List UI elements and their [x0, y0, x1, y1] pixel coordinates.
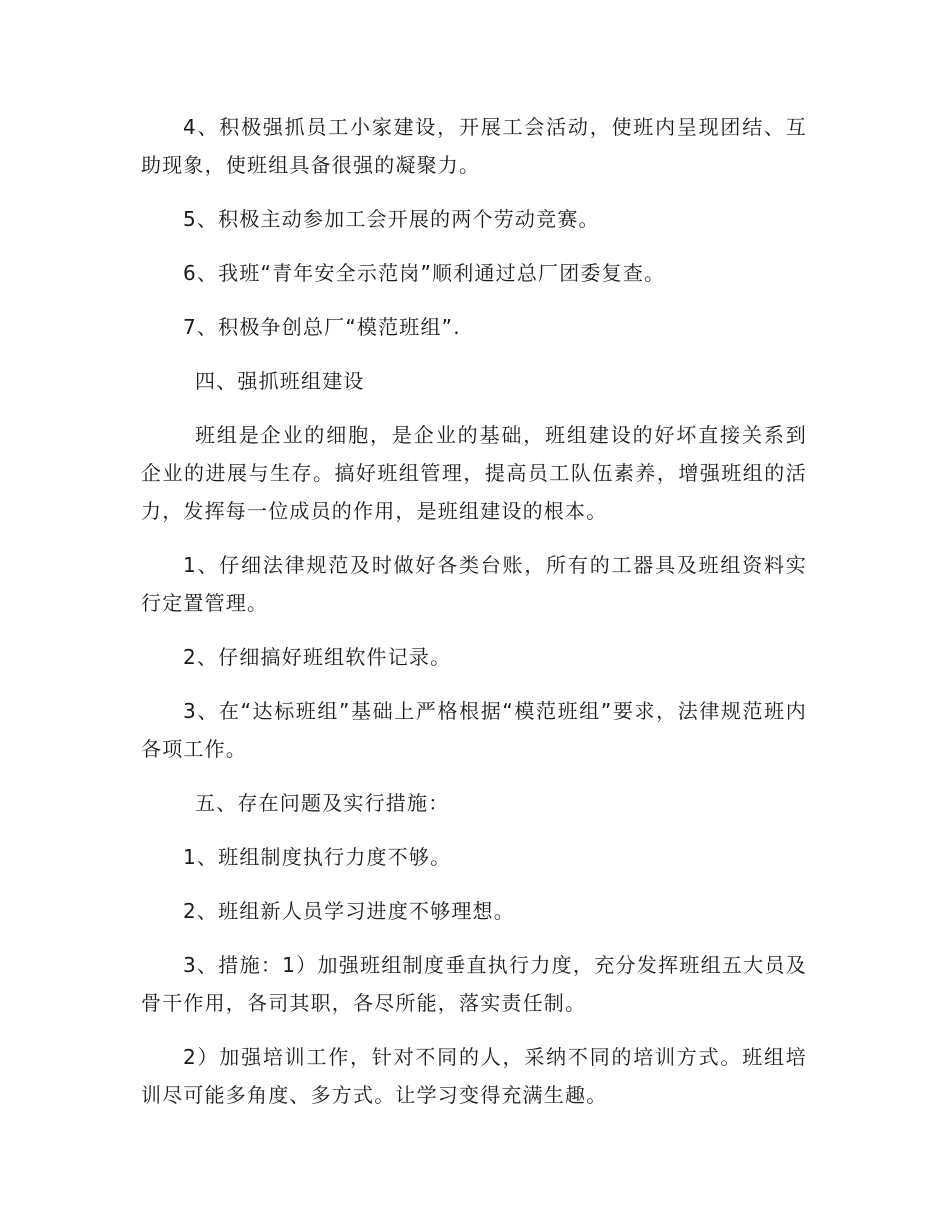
- paragraph-item-3: 3、在“达标班组”基础上严格根据“模范班组”要求，法律规范班内各项工作。: [141, 699, 807, 761]
- problem-item-1: 1、班组制度执行力度不够。: [183, 845, 452, 869]
- section-heading-4: 四、强抓班组建设: [195, 369, 365, 393]
- document-body: [141, 108, 807, 1114]
- section-heading-5: 五、存在问题及实行措施：: [195, 791, 450, 815]
- paragraph-item-1: 1、仔细法律规范及时做好各类台账，所有的工器具及班组资料实行定置管理。: [141, 553, 807, 615]
- problem-item-2: 2、班组新人员学习进度不够理想。: [183, 899, 515, 923]
- measure-item-1: 3、措施：1）加强班组制度垂直执行力度，充分发挥班组五大员及骨干作用，各司其职，各尽所能，落实责任制。: [141, 953, 807, 1015]
- paragraph-item-7: 7、积极争创总厂“模范班组”.: [183, 315, 461, 339]
- paragraph-intro: 班组是企业的细胞，是企业的基础，班组建设的好坏直接关系到企业的进展与生存。搞好班组管理，提高员工队伍素养，增强班组的活力，发挥每一位成员的作用，是班组建设的根本。: [141, 423, 807, 523]
- paragraph-item-5: 5、积极主动参加工会开展的两个劳动竞赛。: [183, 207, 600, 231]
- measure-item-2: 2）加强培训工作，针对不同的人，采纳不同的培训方式。班组培训尽可能多角度、多方式。让学习变得充满生趣。: [141, 1045, 807, 1107]
- paragraph-item-4: 4、积极强抓员工小家建设，开展工会活动，使班内呈现团结、互助现象，使班组具备很强的凝聚力。: [141, 115, 807, 177]
- paragraph-item-2: 2、仔细搞好班组软件记录。: [183, 645, 452, 669]
- paragraph-item-6: 6、我班“青年安全示范岗”顺利通过总厂团委复查。: [183, 261, 666, 285]
